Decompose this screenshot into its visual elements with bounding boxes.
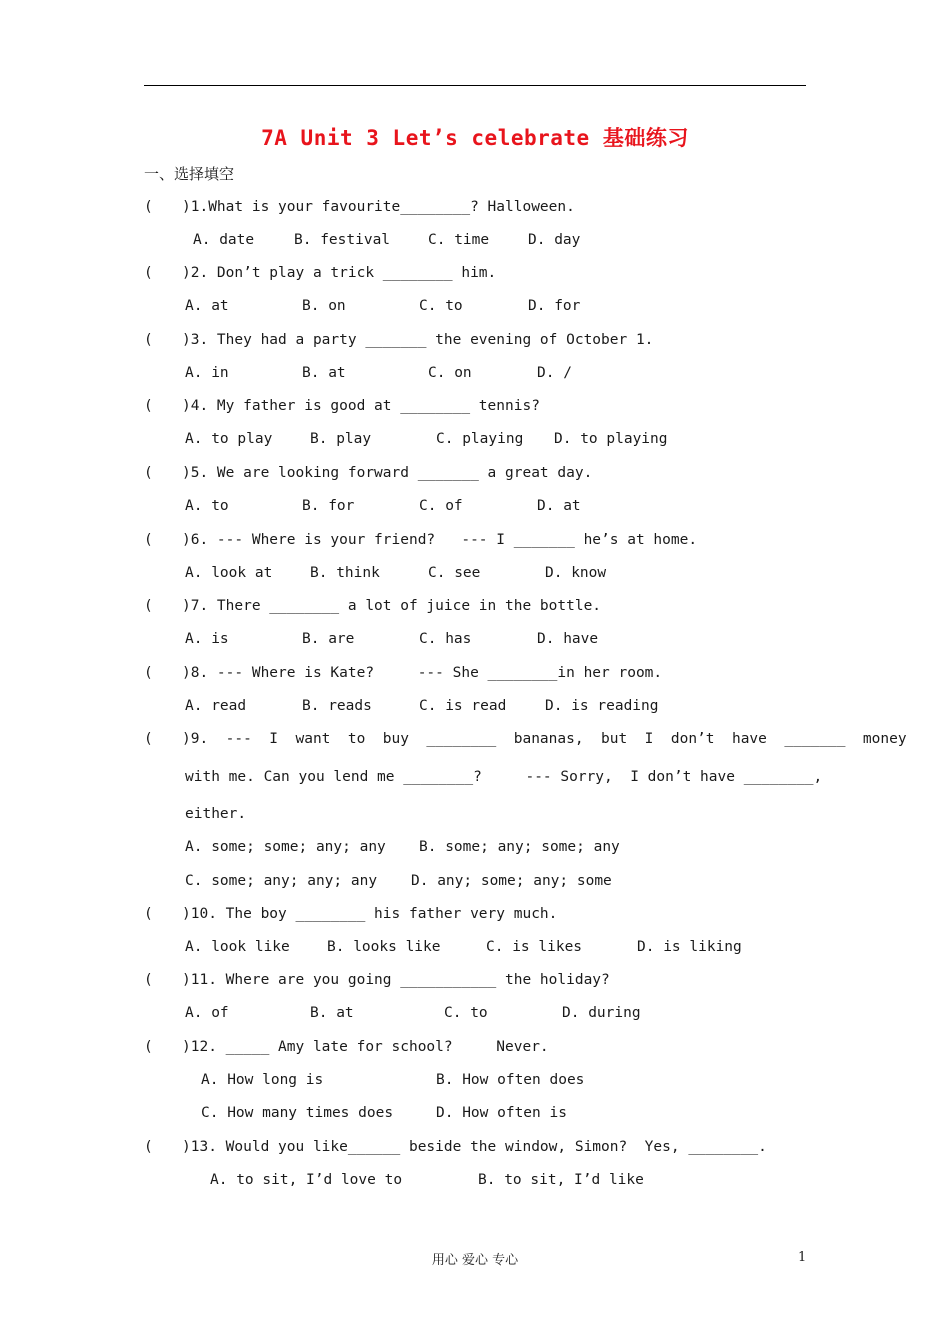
- option-d: D. /: [537, 365, 572, 381]
- option-d: D. is liking: [637, 939, 742, 955]
- question-8: ( )8. --- Where is Kate? --- She ________in her room.: [144, 665, 663, 681]
- question-stem: )1.What is your favourite________? Halloween.: [182, 199, 575, 215]
- option-a: A. to sit, I’d love to: [210, 1172, 403, 1188]
- option-d: D. during: [562, 1005, 641, 1021]
- option-a: A. read: [185, 698, 247, 714]
- option-b: B. looks like: [327, 939, 441, 955]
- option-a: A. look at: [185, 565, 273, 581]
- question-7: ( )7. There ________ a lot of juice in the bottle.: [144, 598, 602, 614]
- question-2: ( )2. Don’t play a trick ________ him.: [144, 265, 497, 281]
- option-d: D. any; some; any; some: [411, 873, 612, 889]
- option-c: C. is likes: [486, 939, 583, 955]
- option-c: C. time: [428, 232, 490, 248]
- question-stem: )3. They had a party _______ the evening of October 1.: [182, 332, 654, 348]
- option-b: B. are: [302, 631, 355, 647]
- question-stem: )9. --- I want to buy ________ bananas, but I don’t have _______ money: [182, 731, 907, 747]
- question-11: ( )11. Where are you going ___________ the holiday?: [144, 972, 610, 988]
- question-stem: )8. --- Where is Kate? --- She ________in her room.: [182, 665, 663, 681]
- question-stem: )11. Where are you going ___________ the holiday?: [182, 972, 610, 988]
- question-4: ( )4. My father is good at ________ tennis?: [144, 398, 540, 414]
- question-stem: )12. _____ Amy late for school? Never.: [182, 1039, 549, 1055]
- option-c: C. to: [444, 1005, 488, 1021]
- page-number: 1: [798, 1250, 807, 1265]
- option-c: C. to: [419, 298, 463, 314]
- question-stem: )10. The boy ________ his father very much.: [182, 906, 558, 922]
- option-b: B. reads: [302, 698, 372, 714]
- question-stem: )7. There ________ a lot of juice in the bottle.: [182, 598, 602, 614]
- question-stem: )13. Would you like______ beside the window, Simon? Yes, ________.: [182, 1139, 767, 1155]
- option-d: D. to playing: [554, 431, 668, 447]
- option-d: D. day: [528, 232, 581, 248]
- section-heading: 一、选择填空: [144, 165, 235, 183]
- question-9: ( )9. --- I want to buy ________ bananas, but I don’t have _______ money: [144, 731, 907, 747]
- question-10: ( )10. The boy ________ his father very much.: [144, 906, 558, 922]
- option-c: C. is read: [419, 698, 507, 714]
- option-b: B. for: [302, 498, 355, 514]
- question-stem: )4. My father is good at ________ tennis?: [182, 398, 540, 414]
- option-c: C. of: [419, 498, 463, 514]
- option-b: B. think: [310, 565, 380, 581]
- option-b: B. at: [302, 365, 346, 381]
- option-d: D. have: [537, 631, 599, 647]
- question-stem: )5. We are looking forward _______ a great day.: [182, 465, 593, 481]
- option-c: C. playing: [436, 431, 524, 447]
- option-c: C. has: [419, 631, 472, 647]
- option-c: C. see: [428, 565, 481, 581]
- option-b: B. festival: [294, 232, 391, 248]
- question-6: ( )6. --- Where is your friend? --- I _______ he’s at home.: [144, 532, 698, 548]
- option-b: B. How often does: [436, 1072, 585, 1088]
- option-c: C. on: [428, 365, 472, 381]
- header-rule: [144, 85, 806, 86]
- option-a: A. How long is: [201, 1072, 324, 1088]
- question-stem: )2. Don’t play a trick ________ him.: [182, 265, 497, 281]
- option-a: A. of: [185, 1005, 229, 1021]
- question-3: ( )3. They had a party _______ the evening of October 1.: [144, 332, 654, 348]
- question-12: ( )12. _____ Amy late for school? Never.: [144, 1039, 549, 1055]
- option-c: C. some; any; any; any: [185, 873, 378, 889]
- option-d: D. How often is: [436, 1105, 567, 1121]
- question-13: ( )13. Would you like______ beside the window, Simon? Yes, ________.: [144, 1139, 767, 1155]
- option-a: A. at: [185, 298, 229, 314]
- question-stem-continued: either.: [185, 806, 247, 822]
- question-stem: )6. --- Where is your friend? --- I _______ he’s at home.: [182, 532, 698, 548]
- option-a: A. in: [185, 365, 229, 381]
- option-d: D. know: [545, 565, 607, 581]
- option-b: B. on: [302, 298, 346, 314]
- option-b: B. to sit, I’d like: [478, 1172, 644, 1188]
- page-title: 7A Unit 3 Let’s celebrate 基础练习: [261, 126, 689, 150]
- option-b: B. play: [310, 431, 372, 447]
- option-c: C. How many times does: [201, 1105, 394, 1121]
- option-d: D. at: [537, 498, 581, 514]
- option-a: A. some; some; any; any: [185, 839, 386, 855]
- option-a: A. look like: [185, 939, 290, 955]
- option-d: D. is reading: [545, 698, 659, 714]
- question-5: ( )5. We are looking forward _______ a great day.: [144, 465, 593, 481]
- option-a: A. date: [193, 232, 255, 248]
- question-1: ( )1.What is your favourite________? Halloween.: [144, 199, 575, 215]
- option-a: A. is: [185, 631, 229, 647]
- option-b: B. some; any; some; any: [419, 839, 620, 855]
- option-a: A. to: [185, 498, 229, 514]
- option-d: D. for: [528, 298, 581, 314]
- question-stem-continued: with me. Can you lend me ________? --- Sorry, I don’t have ________,: [185, 769, 823, 785]
- option-a: A. to play: [185, 431, 273, 447]
- page-footer: 用心 爱心 专心: [431, 1253, 519, 1268]
- option-b: B. at: [310, 1005, 354, 1021]
